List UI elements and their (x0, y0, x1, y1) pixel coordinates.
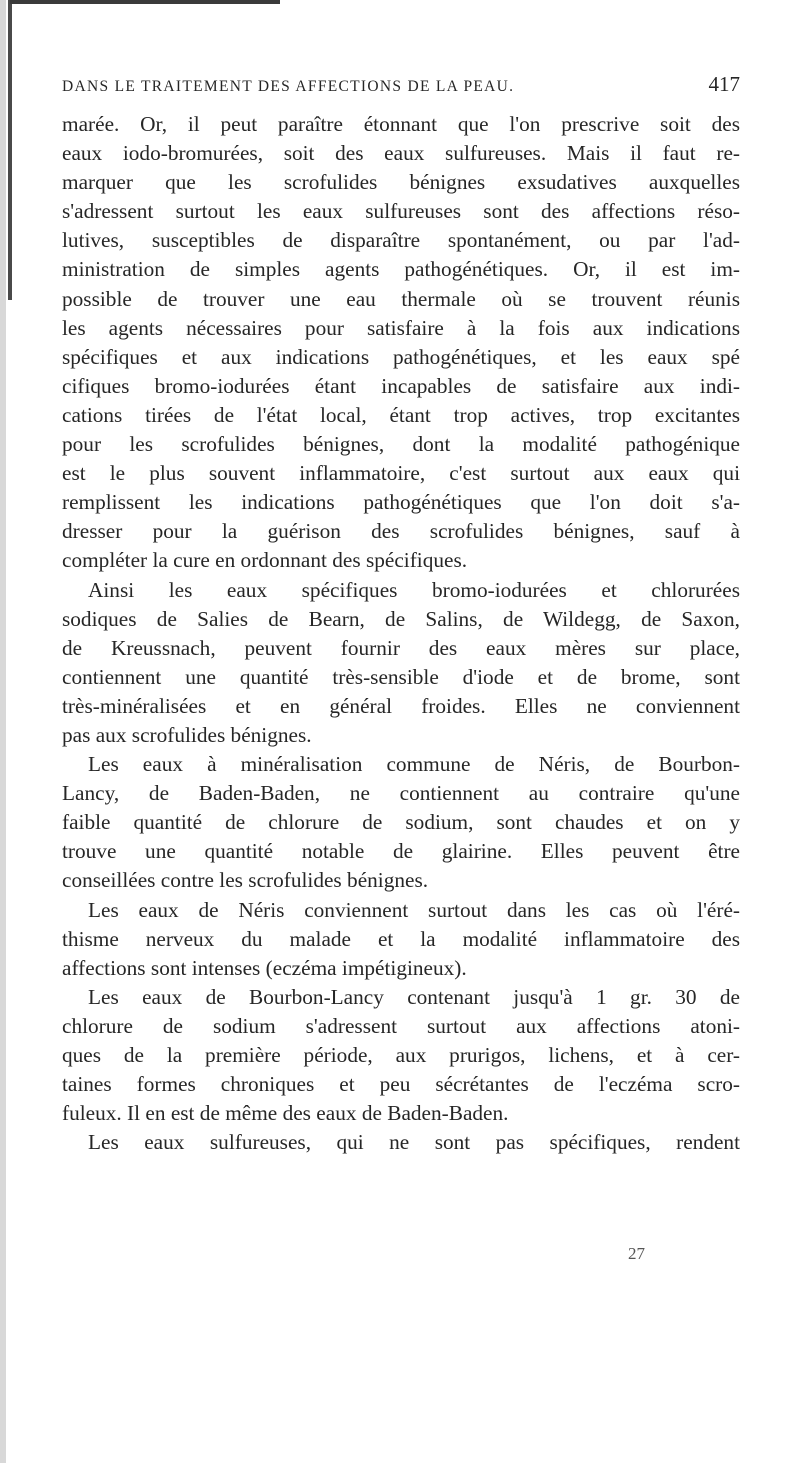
text-line: cifiques bromo-iodurées étant incapables de satisfaire aux indi- (62, 373, 740, 398)
text-line: conseillées contre les scrofulides bénignes. (62, 868, 429, 893)
text-line: taines formes chroniques et peu sécrétantes de l'eczéma scro- (62, 1072, 740, 1097)
text-line: trouve une quantité notable de glairine. Elles peuvent être (62, 839, 740, 864)
text-line: Les eaux sulfureuses, qui ne sont pas spécifiques, rendent (88, 1130, 740, 1155)
text-line: pas aux scrofulides bénignes. (62, 722, 312, 747)
text-line: compléter la cure en ordonnant des spécifiques. (62, 548, 468, 573)
running-header (62, 72, 740, 104)
text-line: très-minéralisées et en général froides. Elles ne conviennent (62, 693, 740, 718)
text-line: marée. Or, il peut paraître étonnant que l'on prescrive soit des (62, 112, 740, 136)
text-line: cations tirées de l'état local, étant trop actives, trop excitantes (62, 402, 740, 427)
text-line: sodiques de Salies de Bearn, de Salins, de Wildegg, de Saxon, (62, 606, 740, 631)
text-line: marquer que les scrofulides bénignes exsudatives auxquelles (62, 170, 740, 195)
text-line: possible de trouver une eau thermale où se trouvent réunis (62, 286, 740, 311)
page-number: 417 (708, 72, 740, 96)
text-line: chlorure de sodium s'adressent surtout aux affections atoni- (62, 1013, 740, 1038)
text-line: de Kreussnach, peuvent fournir des eaux mères sur place, (62, 635, 740, 660)
text-line: s'adressent surtout les eaux sulfureuses sont des affections réso- (62, 199, 740, 224)
text-line: Les eaux de Néris conviennent surtout dans les cas où l'éré- (88, 897, 740, 922)
top-rule (10, 0, 280, 4)
text-line: remplissent les indications pathogénétiques que l'on doit s'a- (62, 490, 740, 515)
text-line: lutives, susceptibles de disparaître spontanément, ou par l'ad- (62, 228, 740, 253)
text-line: ques de la première période, aux prurigos, lichens, et à cer- (62, 1043, 740, 1067)
page-edge-shadow (0, 0, 6, 1463)
text-line: dresser pour la guérison des scrofulides bénignes, sauf à (62, 519, 740, 544)
text-line: Les eaux à minéralisation commune de Néris, de Bourbon- (88, 752, 740, 777)
text-line: eaux iodo-bromurées, soit des eaux sulfureuses. Mais il faut re- (62, 141, 740, 166)
text-line: Les eaux de Bourbon-Lancy contenant jusqu'à 1 gr. 30 de (88, 984, 740, 1009)
signature-mark: 27 (628, 1244, 645, 1263)
binding-mark (8, 0, 12, 300)
text-line: Lancy, de Baden-Baden, ne contiennent au contraire qu'une (62, 781, 740, 806)
body-text (62, 110, 740, 1157)
text-line: Ainsi les eaux spécifiques bromo-iodurées et chlorurées (88, 577, 740, 602)
text-line: faible quantité de chlorure de sodium, sont chaudes et on y (62, 810, 740, 835)
text-line: ministration de simples agents pathogénétiques. Or, il est im- (62, 257, 740, 282)
text-line: contiennent une quantité très-sensible d'iode et de brome, sont (62, 664, 740, 689)
text-line: est le plus souvent inflammatoire, c'est surtout aux eaux qui (62, 461, 740, 486)
running-title: DANS LE TRAITEMENT DES AFFECTIONS DE LA PEAU. (62, 78, 515, 95)
text-line: pour les scrofulides bénignes, dont la modalité pathogénique (62, 432, 740, 457)
text-line: fuleux. Il en est de même des eaux de Baden-Baden. (62, 1101, 509, 1126)
text-line: affections sont intenses (eczéma impétigineux). (62, 955, 467, 980)
text-line: les agents nécessaires pour satisfaire à la fois aux indications (62, 315, 740, 340)
text-line: spécifiques et aux indications pathogénétiques, et les eaux spé (62, 344, 740, 369)
text-line: thisme nerveux du malade et la modalité inflammatoire des (62, 926, 740, 951)
book-page (62, 72, 740, 1157)
